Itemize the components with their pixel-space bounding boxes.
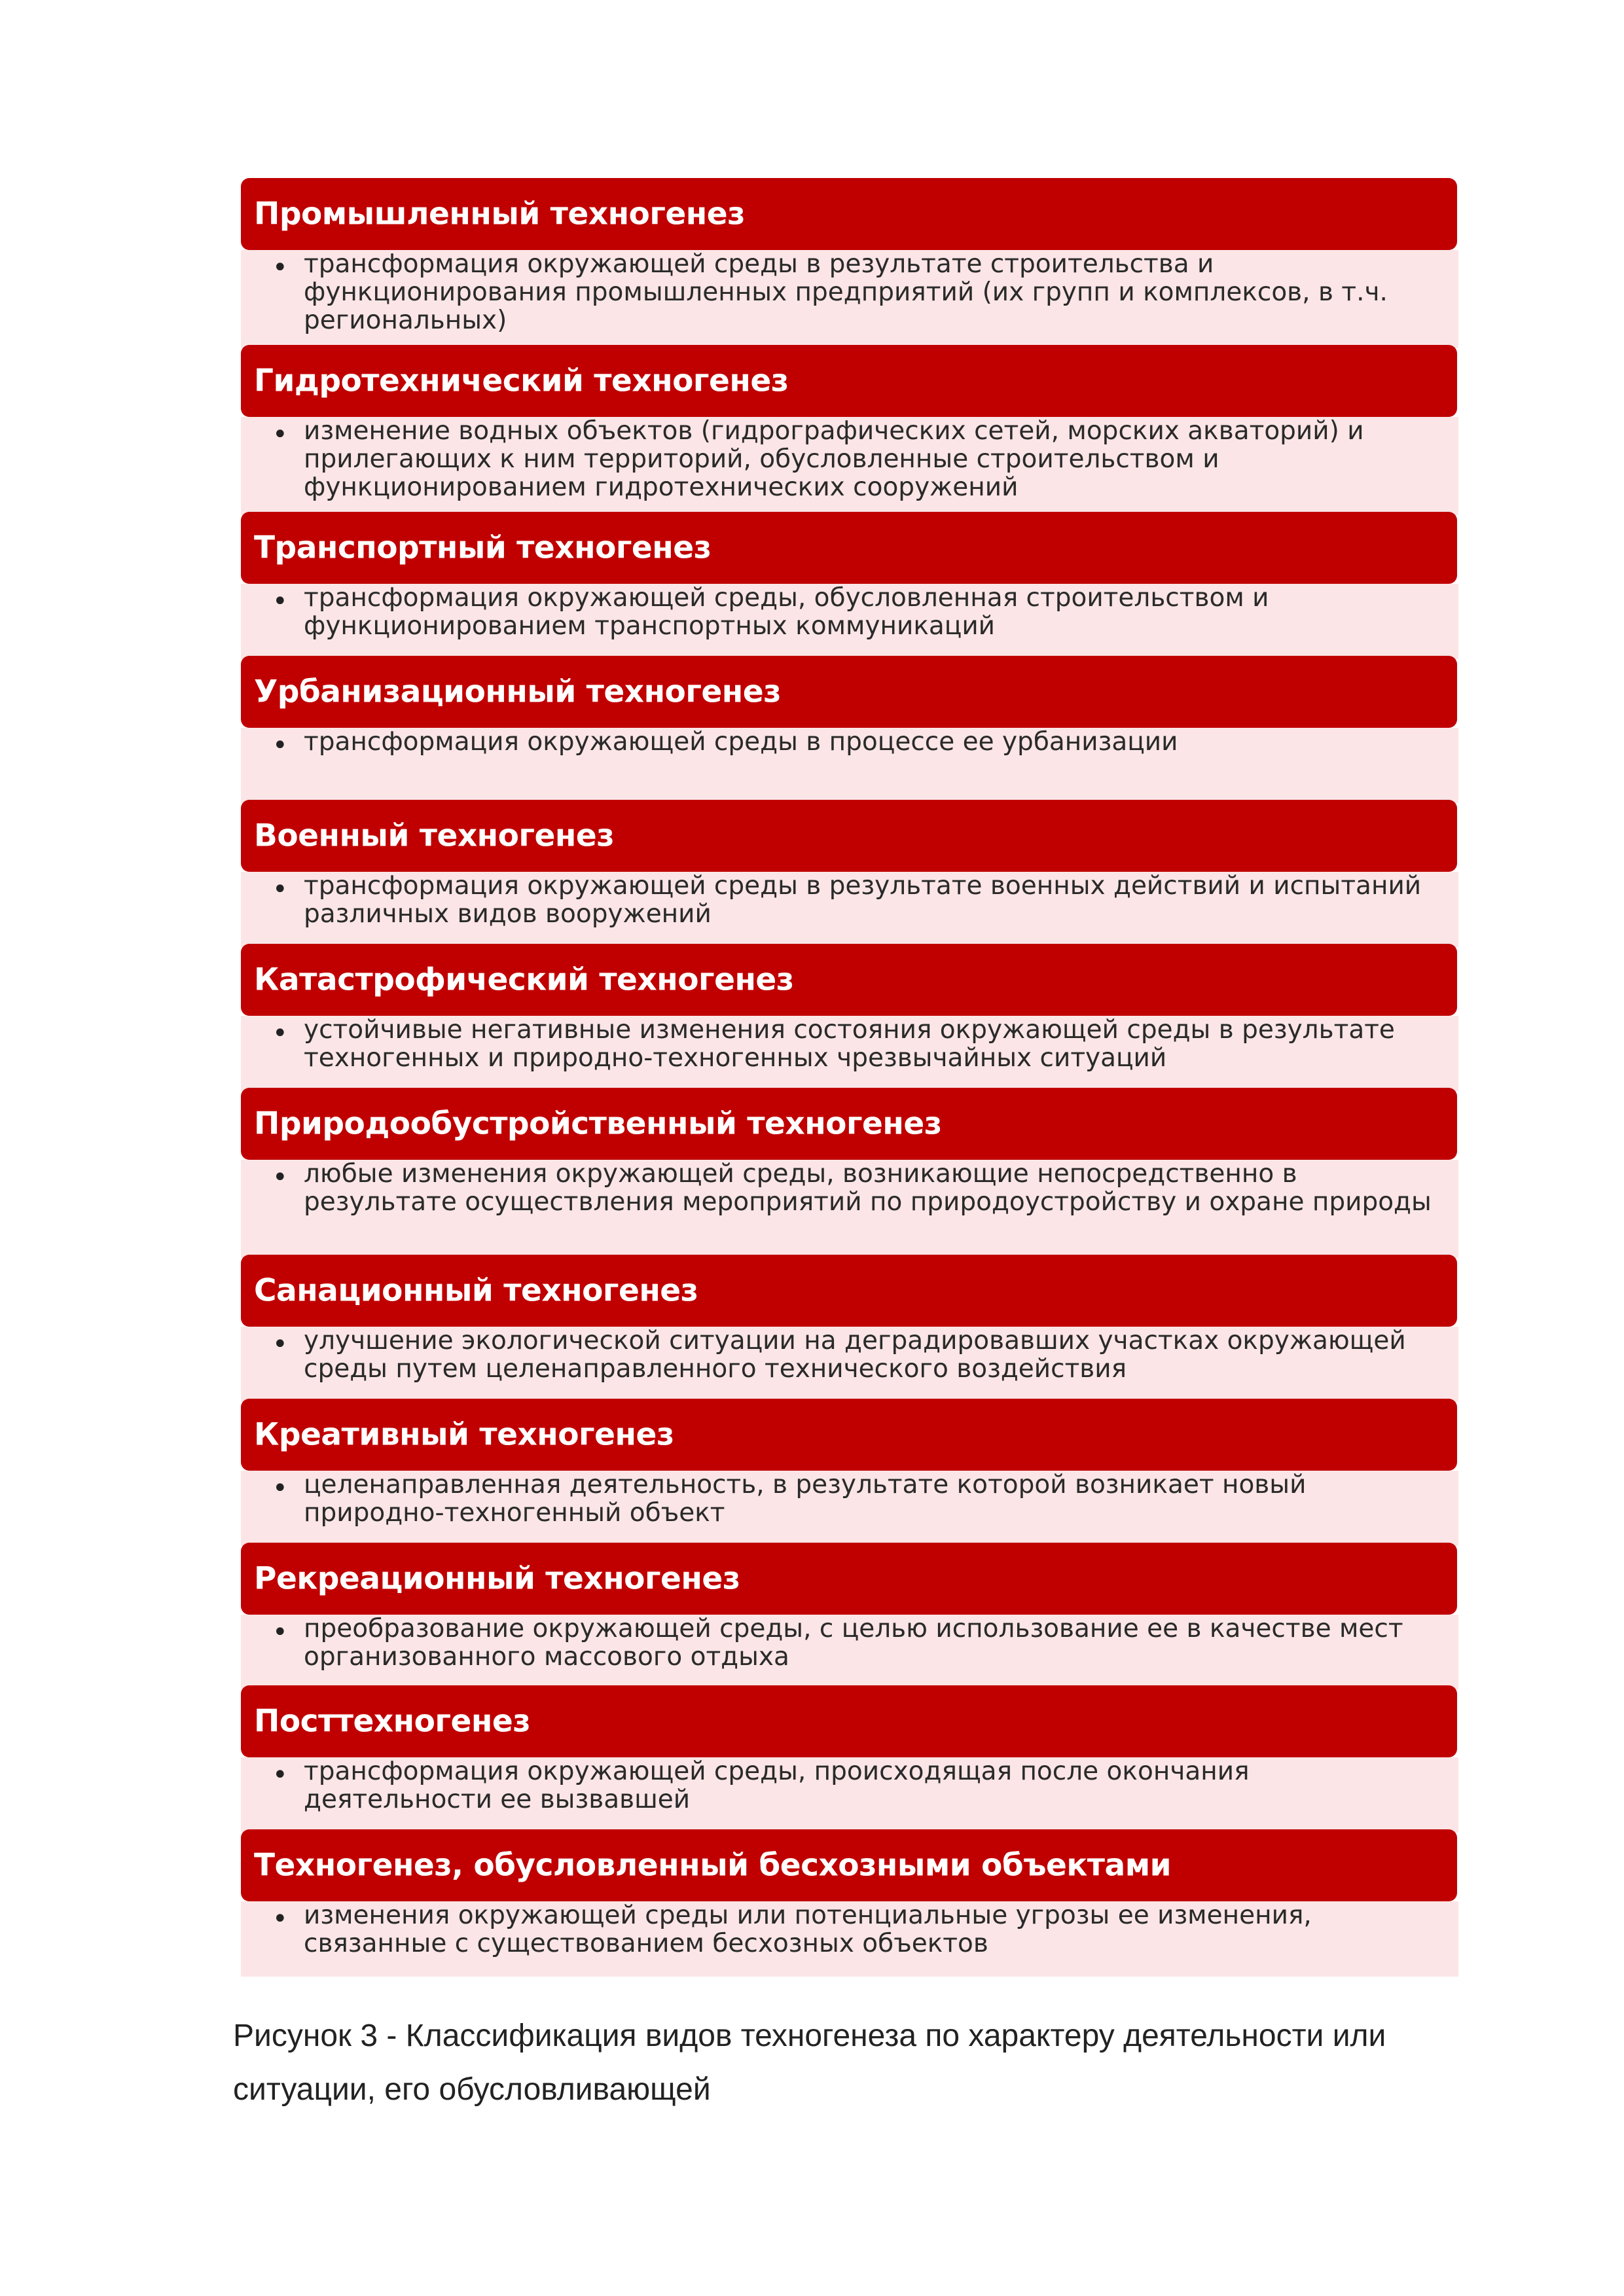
figure-caption: Рисунок 3 - Классификация видов техногенеза по характеру деятельности или ситуации, его обусловливающей <box>233 2018 1386 2107</box>
category-header <box>241 178 1457 250</box>
category-title: Рекреационный техногенез <box>254 1560 740 1597</box>
category-header <box>241 800 1457 872</box>
category-description <box>241 872 1458 947</box>
category-title: Природообустройственный техногенез <box>254 1105 942 1142</box>
category-description <box>241 417 1458 515</box>
description-text: целенаправленная деятельность, в результате которой возникает новый природно-техногенный объект <box>304 1470 1307 1528</box>
category-title: Техногенез, обусловленный бесхозными объектами <box>254 1847 1172 1884</box>
category-description <box>241 584 1458 659</box>
category-title: Промышленный техногенез <box>254 196 745 232</box>
category-description <box>241 250 1458 348</box>
category-header <box>241 1543 1457 1615</box>
description-text: трансформация окружающей среды в процессе ее урбанизации <box>304 727 1178 757</box>
category-title: Посттехногенез <box>254 1703 531 1740</box>
category-header <box>241 656 1457 728</box>
category-header <box>241 944 1457 1016</box>
bullet-icon: • <box>272 730 288 761</box>
description-text: любые изменения окружающей среды, возникающие непосредственно в результате осуществления мероприятий по природоустройству и охране природы <box>304 1159 1432 1217</box>
category-description <box>241 1471 1458 1546</box>
description-text: трансформация окружающей среды, происходящая после окончания деятельности ее вызвавшей <box>304 1757 1250 1814</box>
category-description <box>241 1615 1458 1690</box>
description-text: трансформация окружающей среды в результате строительства и функционирования промышленных предприятий (их групп и комплексов, в т.ч. региональных) <box>304 249 1388 335</box>
bullet-icon: • <box>272 874 288 905</box>
bullet-icon: • <box>272 1329 288 1359</box>
bullet-icon: • <box>272 1473 288 1503</box>
bullet-icon: • <box>272 1760 288 1790</box>
category-description <box>241 1901 1458 1977</box>
description-text: устойчивые негативные изменения состояния окружающей среды в результате техногенных и природно-техногенных чрезвычайных ситуаций <box>304 1015 1395 1073</box>
category-header <box>241 512 1457 584</box>
description-text: трансформация окружающей среды, обусловленная строительством и функционированием транспортных коммуникаций <box>304 583 1269 641</box>
bullet-icon: • <box>272 1162 288 1193</box>
bullet-icon: • <box>272 586 288 617</box>
category-description <box>241 1757 1458 1833</box>
category-title: Креативный техногенез <box>254 1416 674 1453</box>
bullet-icon: • <box>272 1018 288 1049</box>
category-description <box>241 1160 1458 1258</box>
category-title: Военный техногенез <box>254 817 615 854</box>
category-title: Транспортный техногенез <box>254 529 712 566</box>
category-header <box>241 345 1457 417</box>
category-header <box>241 1399 1457 1471</box>
description-text: изменение водных объектов (гидрографических сетей, морских акваторий) и прилегающих к ним территорий, обусловленные строительством и функционированием гидротехнических сооружений <box>304 416 1364 502</box>
description-text: изменения окружающей среды или потенциальные угрозы ее изменения, связанные с существованием бесхозных объектов <box>304 1901 1312 1958</box>
description-text: преобразование окружающей среды, с целью использование ее в качестве мест организованного массового отдыха <box>304 1614 1403 1672</box>
bullet-icon: • <box>272 420 288 450</box>
description-text: трансформация окружающей среды в результате военных действий и испытаний различных видов вооружений <box>304 871 1422 929</box>
category-header <box>241 1685 1457 1757</box>
category-header <box>241 1255 1457 1327</box>
category-title: Катастрофический техногенез <box>254 961 794 998</box>
category-title: Урбанизационный техногенез <box>254 673 781 710</box>
category-description <box>241 1327 1458 1402</box>
category-title: Санационный техногенез <box>254 1272 698 1309</box>
bullet-icon: • <box>272 1904 288 1934</box>
category-title: Гидротехнический техногенез <box>254 363 789 399</box>
category-description <box>241 1016 1458 1091</box>
bullet-icon: • <box>272 253 288 283</box>
category-description <box>241 728 1458 803</box>
bullet-icon: • <box>272 1617 288 1647</box>
category-header <box>241 1829 1457 1901</box>
category-header <box>241 1088 1457 1160</box>
description-text: улучшение экологической ситуации на деградировавших участках окружающей среды путем целенаправленного технического воздействия <box>304 1326 1406 1384</box>
